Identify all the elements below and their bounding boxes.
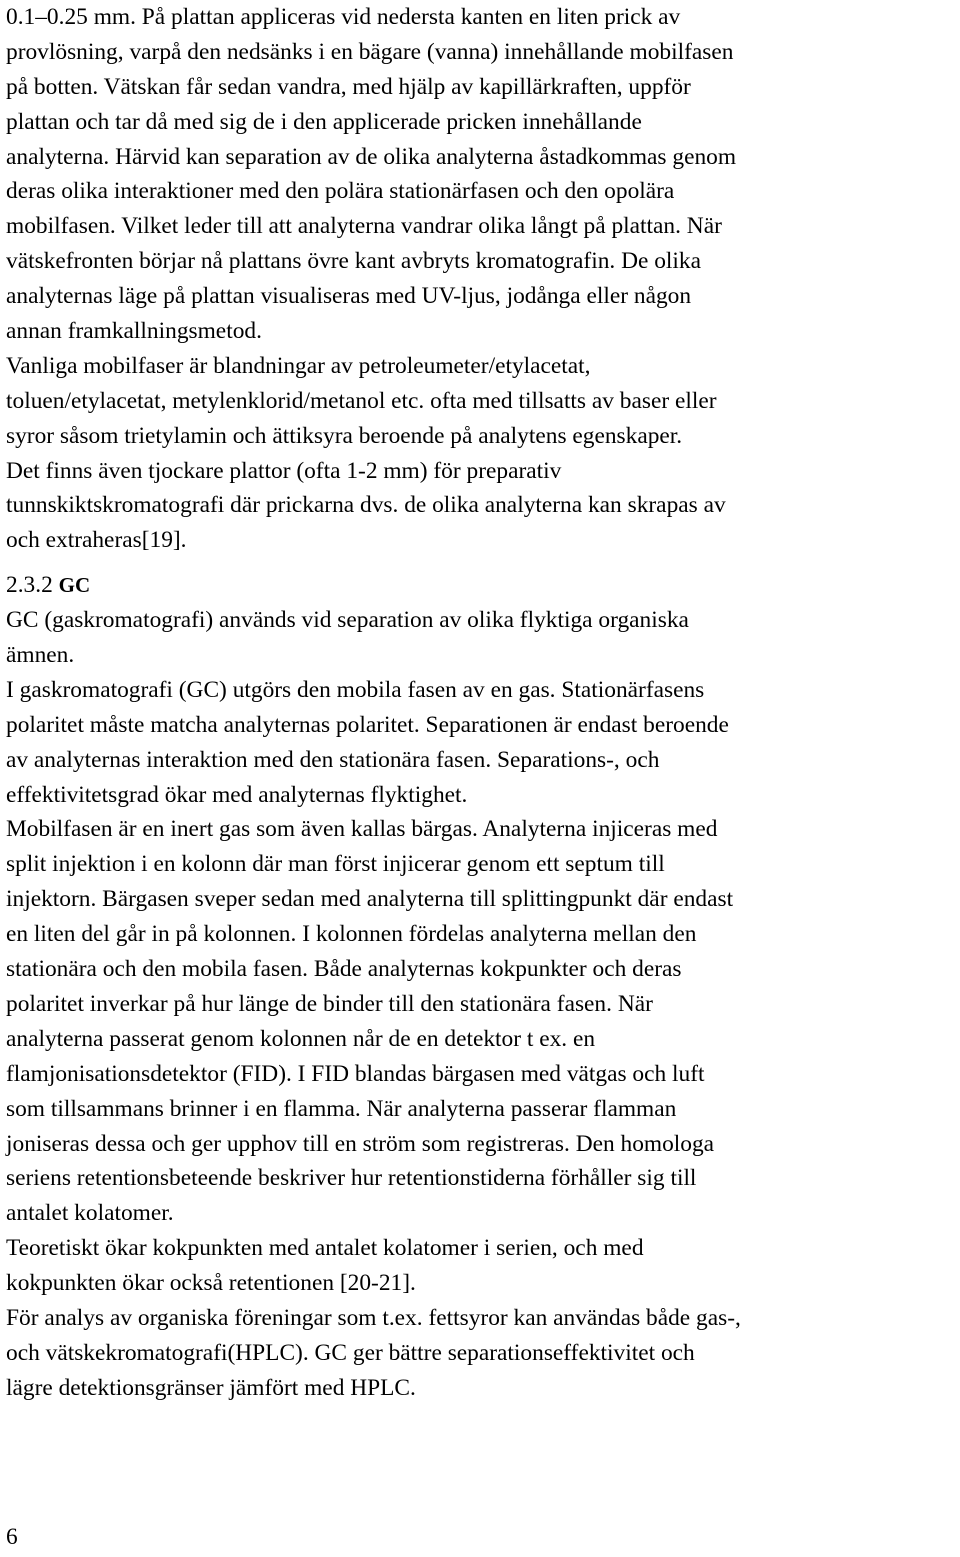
text-line: seriens retentionsbeteende beskriver hur retentionstiderna förhåller sig till [6, 1165, 697, 1192]
document-page [6, 0, 958, 1406]
text-line: deras olika interaktioner med den polära stationärfasen och den opolära [6, 178, 675, 205]
text-line: analyterna. Härvid kan separation av de olika analyterna åstadkommas genom [6, 143, 737, 170]
text-line: vätskefronten börjar nå plattans övre kant avbryts kromatografin. De olika [6, 248, 701, 275]
text-line: ämnen. [6, 642, 75, 669]
text-line: antalet kolatomer. [6, 1200, 174, 1227]
text-line: toluen/etylacetat, metylenklorid/metanol etc. ofta med tillsatts av baser eller [6, 387, 717, 414]
text-line: syror såsom trietylamin och ättiksyra beroende på analytens egenskaper. [6, 422, 683, 449]
text-line: analyterna passerat genom kolonnen når de en detektor t ex. en [6, 1025, 596, 1052]
gc-paragraph [6, 603, 958, 1405]
text-line: GC (gaskromatografi) används vid separation av olika flyktiga organiska [6, 607, 689, 634]
text-line: split injektion i en kolonn där man först injicerar genom ett septum till [6, 851, 665, 878]
paragraph-gap [6, 558, 958, 568]
text-line: Det finns även tjockare plattor (ofta 1-2 mm) för preparativ [6, 457, 562, 484]
text-line: och vätskekromatografi(HPLC). GC ger bättre separationseffektivitet och [6, 1339, 695, 1366]
text-line: analyternas läge på plattan visualiseras med UV-ljus, jodånga eller någon [6, 283, 692, 310]
text-line: tunnskiktskromatografi där prickarna dvs. de olika analyterna kan skrapas av [6, 492, 726, 519]
text-line: av analyternas interaktion med den stationära fasen. Separations-, och [6, 746, 660, 773]
text-line: kokpunkten ökar också retentionen [20-21]. [6, 1270, 416, 1297]
text-line: stationära och den mobila fasen. Både analyternas kokpunkter och deras [6, 956, 682, 983]
text-line: effektivitetsgrad ökar med analyternas flyktighet. [6, 781, 468, 808]
section-heading [6, 568, 958, 603]
tlc-paragraph [6, 0, 958, 558]
text-line: en liten del går in på kolonnen. I kolonnen fördelas analyterna mellan den [6, 921, 697, 948]
section-number: 2.3.2 [6, 572, 53, 599]
text-line: För analys av organiska föreningar som t.ex. fettsyror kan användas både gas-, [6, 1304, 741, 1331]
page-number: 6 [6, 1524, 18, 1550]
text-line: provlösning, varpå den nedsänks i en bägare (vanna) innehållande mobilfasen [6, 38, 734, 65]
section-title: GC [58, 573, 91, 598]
text-line: mobilfasen. Vilket leder till att analyterna vandrar olika långt på plattan. När [6, 213, 722, 240]
text-line: annan framkallningsmetod. [6, 318, 262, 345]
text-line: som tillsammans brinner i en flamma. När analyterna passerar flamman [6, 1095, 677, 1122]
text-line: lägre detektionsgränser jämfört med HPLC. [6, 1374, 416, 1401]
text-line: på botten. Vätskan får sedan vandra, med hjälp av kapillärkraften, uppför [6, 73, 691, 100]
text-line: och extraheras[19]. [6, 527, 187, 554]
text-line: injektorn. Bärgasen sveper sedan med analyterna till splittingpunkt där endast [6, 886, 734, 913]
text-line: plattan och tar då med sig de i den applicerade pricken innehållande [6, 108, 642, 135]
text-line: flamjonisationsdetektor (FID). I FID blandas bärgasen med vätgas och luft [6, 1060, 705, 1087]
text-line: Teoretiskt ökar kokpunkten med antalet kolatomer i serien, och med [6, 1235, 644, 1262]
text-line: polaritet måste matcha analyternas polaritet. Separationen är endast beroende [6, 711, 729, 738]
text-line: Mobilfasen är en inert gas som även kallas bärgas. Analyterna injiceras med [6, 816, 718, 843]
text-line: joniseras dessa och ger upphov till en ström som registreras. Den homologa [6, 1130, 715, 1157]
text-line: polaritet inverkar på hur länge de binder till den stationära fasen. När [6, 990, 653, 1017]
text-line: Vanliga mobilfaser är blandningar av petroleumeter/etylacetat, [6, 352, 591, 379]
text-line: I gaskromatografi (GC) utgörs den mobila fasen av en gas. Stationärfasens [6, 676, 705, 703]
text-line: 0.1–0.25 mm. På plattan appliceras vid nedersta kanten en liten prick av [6, 4, 681, 30]
